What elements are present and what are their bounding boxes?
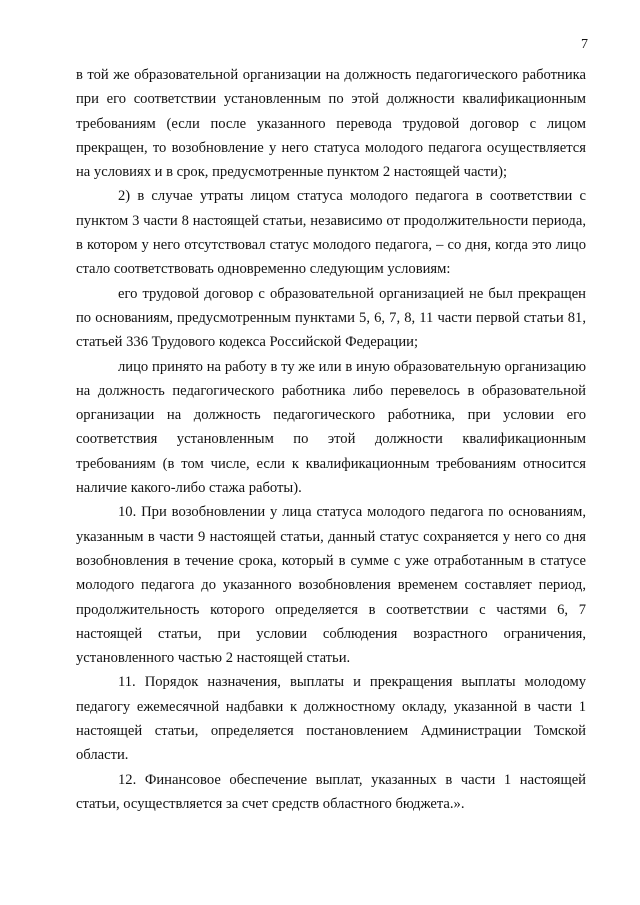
document-body (76, 63, 586, 816)
paragraph-item-2: 2) в случае утраты лицом статуса молодого педагога в соответствии с пунктом 3 части 8 настоящей статьи, независимо от продолжительности периода, в котором у него отсутствовал статус молодого педагога, – со дня, когда это лицо стало соответствовать одновременно следующим условиям: (76, 188, 586, 278)
paragraph-continuation: в той же образовательной организации на должность педагогического работника при его соответствии установленным по этой должности квалификационным требованиям (если после указанного перевода трудовой договор с лицом прекращен, то возобновление у него статуса молодого педагога осуществляется на условиях и в срок, предусмотренные пунктом 2 настоящей части); (76, 67, 586, 181)
paragraph-part-12: 12. Финансовое обеспечение выплат, указанных в части 1 настоящей статьи, осуществляется за счет средств областного бюджета.». (76, 771, 586, 812)
page-number: 7 (581, 37, 588, 52)
paragraph-condition-1: его трудовой договор с образовательной организацией не был прекращен по основаниям, предусмотренным пунктами 5, 6, 7, 8, 11 части первой статьи 81, статьей 336 Трудового кодекса Российской Федерации; (76, 285, 586, 351)
paragraph-condition-2: лицо принято на работу в ту же или в иную образовательную организацию на должность педагогического работника либо перевелось в образовательной организации на должность педагогического работника, при условии его соответствия установленным по этой должности квалификационным требованиям (в том числе, если к квалификационным требованиям относится наличие какого-либо стажа работы). (76, 358, 586, 497)
paragraph-part-10: 10. При возобновлении у лица статуса молодого педагога по основаниям, указанным в части 9 настоящей статьи, данный статус сохраняется у него со дня возобновления в течение срока, который в сумме с уже отработанным в статусе молодого педагога до указанного возобновления временем составляет период, продолжительность которого определяется в соответствии с частями 6, 7 настоящей статьи, при условии соблюдения возрастного ограничения, установленного частью 2 настоящей статьи. (76, 504, 586, 667)
paragraph-part-11: 11. Порядок назначения, выплаты и прекращения выплаты молодому педагогу ежемесячной надбавки к должностному окладу, указанной в части 1 настоящей статьи, определяется постановлением Администрации Томской области. (76, 674, 586, 764)
